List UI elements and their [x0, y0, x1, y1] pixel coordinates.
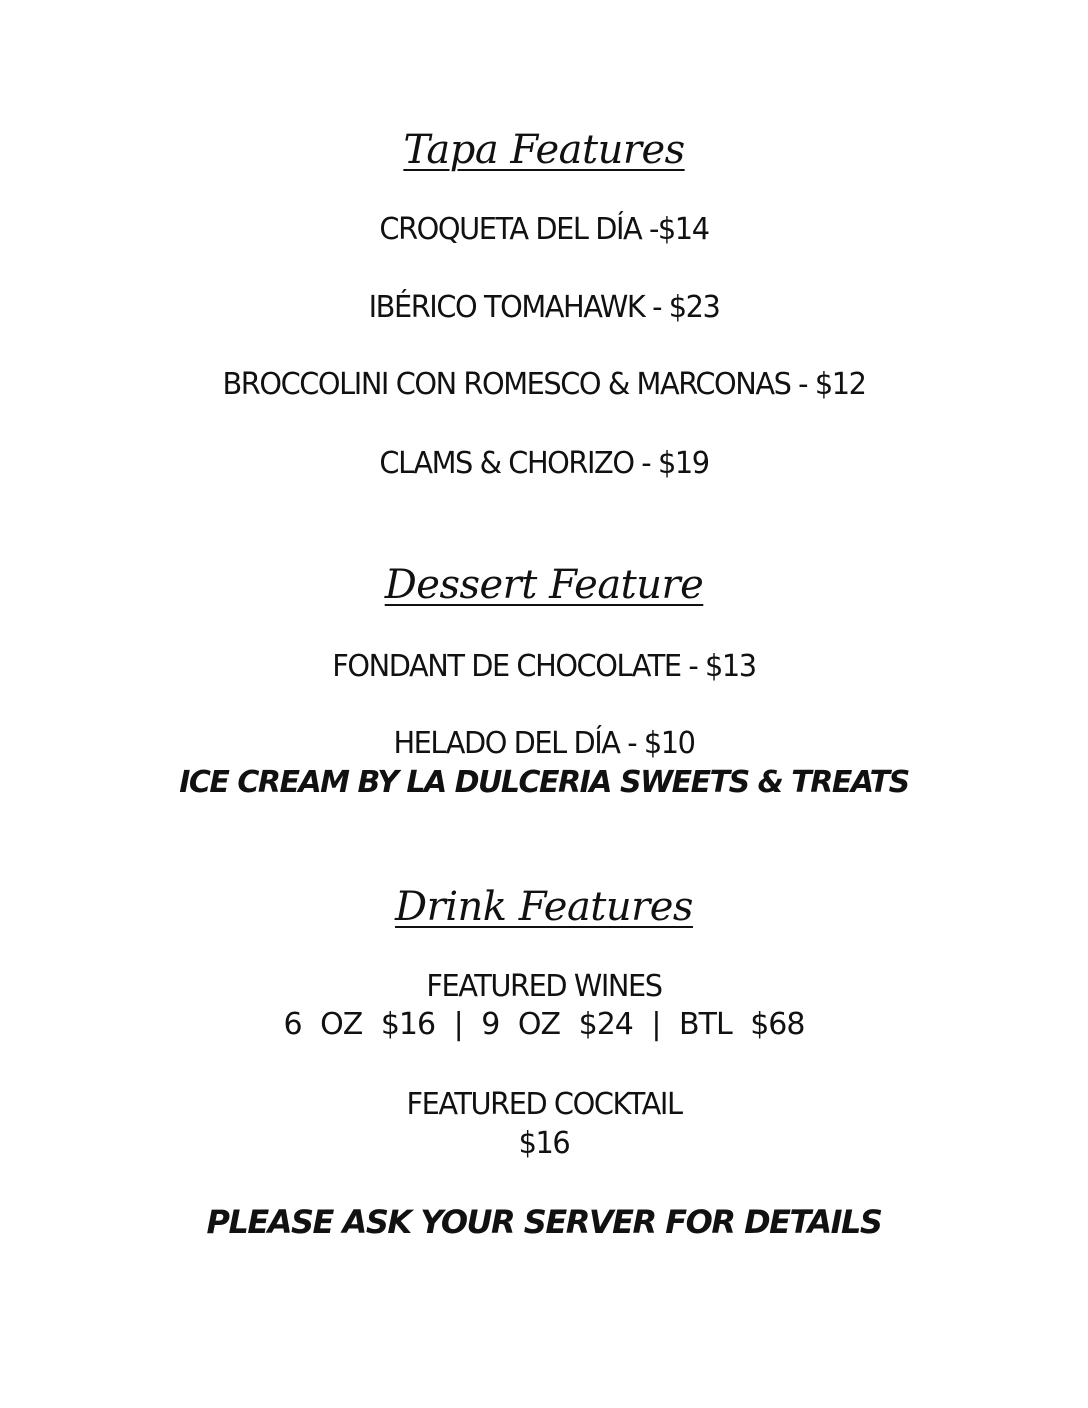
ice-cream-note: ICE CREAM BY LA DULCERIA SWEETS & TREATS [179, 765, 909, 800]
featured-cocktail-price: $16 [518, 1126, 570, 1161]
menu-item-helado: HELADO DEL DÍA - $10 [393, 726, 695, 761]
menu-item-broccolini: BROCCOLINI CON ROMESCO & MARCONAS - $12 [222, 367, 866, 402]
dessert-feature-heading: Dessert Feature [384, 562, 704, 608]
menu-item-croqueta: CROQUETA DEL DÍA -$14 [379, 212, 709, 247]
featured-wines-prices: 6 OZ $16 | 9 OZ $24 | BTL $68 [283, 1007, 805, 1042]
tapa-features-heading: Tapa Features [403, 127, 685, 173]
ask-server-note: PLEASE ASK YOUR SERVER FOR DETAILS [206, 1203, 882, 1241]
featured-cocktail-label: FEATURED COCKTAIL [406, 1087, 682, 1122]
menu-item-fondant: FONDANT DE CHOCOLATE - $13 [332, 649, 756, 684]
featured-wines-label: FEATURED WINES [426, 969, 662, 1004]
menu-item-iberico-tomahawk: IBÉRICO TOMAHAWK - $23 [368, 290, 720, 325]
drink-features-heading: Drink Features [395, 884, 693, 930]
menu-item-clams-chorizo: CLAMS & CHORIZO - $19 [379, 446, 709, 481]
